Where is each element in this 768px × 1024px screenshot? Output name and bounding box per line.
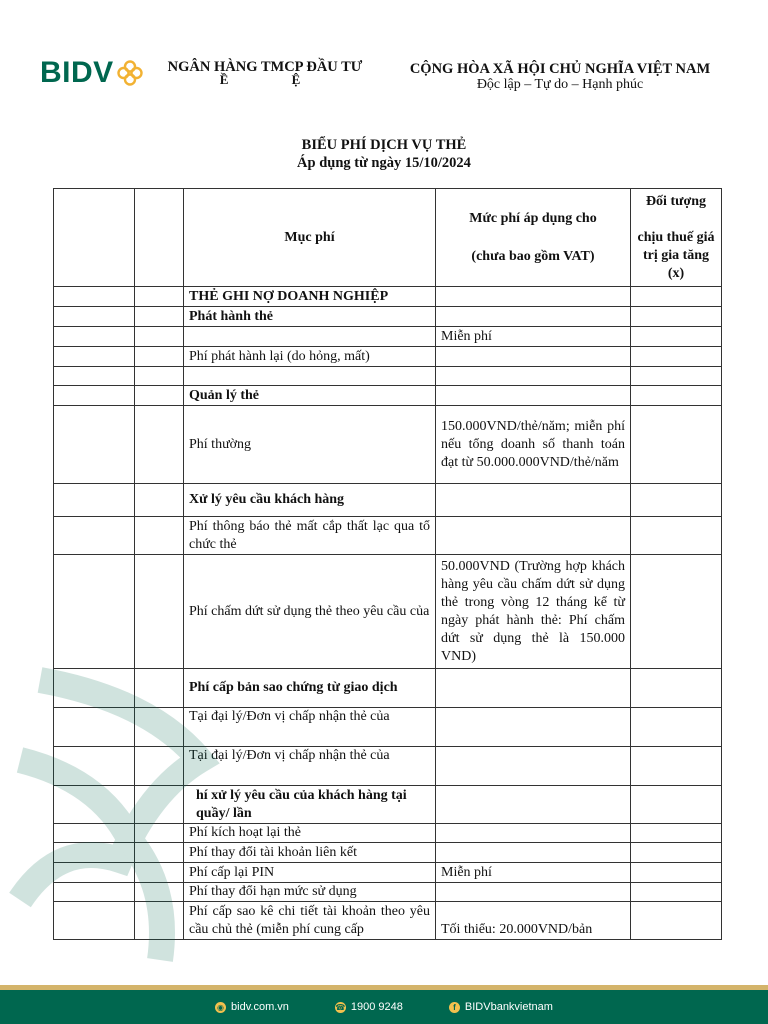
fee-cell: 150.000VND/thẻ/năm; miễn phí nếu tổng doanh số thanh toán đạt từ 50.000.000VND/thẻ/năm [436,406,631,484]
nation-title: CỘNG HÒA XÃ HỘI CHỦ NGHĨA VIỆT NAM [409,61,711,77]
item-cell: Tại đại lý/Đơn vị chấp nhận thẻ của [184,708,436,747]
table-row [54,883,722,902]
bidv-flower-icon [116,59,144,87]
bank-name [160,60,370,85]
fee-cell: 50.000VND (Trường hợp khách hàng yêu cầu chấm dứt sử dụng thẻ trong vòng 12 tháng kể từ ngày phát hành thẻ: Phí chấm dứt sử dụng thẻ là 150.000 VND) [436,555,631,669]
item-cell: Phí phát hành lại (do hỏng, mất) [184,347,436,367]
document-effective-date: Áp dụng từ ngày 15/10/2024 [297,155,471,171]
table-row [54,307,722,327]
item-cell: Phí thông báo thẻ mất cắp thất lạc qua tổ chức thẻ [184,517,436,555]
footer-facebook-text: BIDVbankvietnam [464,1001,553,1013]
item-cell: Phí cấp bản sao chứng từ giao dịch [184,669,436,708]
table-row [54,484,722,517]
header-vat-line2: chịu thuế giá trị gia tăng (x) [637,229,715,281]
header-vat [631,189,722,287]
item-cell: Phí thay đổi tài khoản liên kết [184,843,436,863]
fee-table [53,188,722,940]
item-cell: THẺ GHI NỢ DOANH NGHIỆP [184,287,436,307]
item-cell: Phí kích hoạt lại thẻ [184,824,436,843]
item-cell: Phí cấp lại PIN [184,863,436,883]
table-row [54,517,722,555]
globe-icon: ◉ [215,1002,226,1013]
table-header-row [54,189,722,287]
table-row [54,824,722,843]
table-row [54,287,722,307]
item-cell: Phí thường [184,406,436,484]
header-fee-line2: (chưa bao gồm VAT) [471,248,595,264]
item-cell: Tại đại lý/Đơn vị chấp nhận thẻ của [184,747,436,786]
table-row [54,863,722,883]
item-cell: Xử lý yêu cầu khách hàng [184,484,436,517]
phone-icon: ☎ [335,1002,346,1012]
item-cell: Phát hành thẻ [184,307,436,327]
footer-website[interactable] [215,1001,289,1013]
bidv-logo [40,58,144,88]
table-row [54,406,722,484]
table-row [54,708,722,747]
table-row [54,555,722,669]
header-item: Mục phí [184,189,436,287]
fee-cell: Tối thiểu: 20.000VND/bản [436,902,631,940]
table-row [54,386,722,406]
table-row [54,669,722,708]
fee-cell: Miễn phí [436,863,631,883]
bank-name-line1: NGÂN HÀNG TMCP ĐẦU TƯ [167,59,363,75]
bank-name-line2: Ề Ệ [219,72,331,87]
footer-website-text: bidv.com.vn [231,1001,289,1013]
item-cell: Phí chấm dứt sử dụng thẻ theo yêu cầu của [184,555,436,669]
nation-motto: Độc lập – Tự do – Hạnh phúc [476,77,644,92]
item-cell: Quản lý thẻ [184,386,436,406]
document-title: BIỂU PHÍ DỊCH VỤ THẺ [301,137,467,153]
table-row [54,747,722,786]
table-row [54,786,722,824]
footer-hotline-text: 1900 9248 [350,1001,403,1013]
table-row [54,347,722,367]
table-row [54,902,722,940]
logo-text: BIDV [40,56,114,89]
table-row [54,843,722,863]
facebook-icon: f [449,1002,460,1013]
item-cell [184,327,436,347]
item-cell: hí xử lý yêu cầu của khách hàng tại quầy/ lần [184,786,436,824]
footer-facebook[interactable] [449,1001,553,1013]
fee-cell: Miễn phí [436,327,631,347]
header-fee [436,189,631,287]
table-row [54,327,722,347]
header-vat-line1: Đối tượng [645,193,707,209]
header-fee-line1: Mức phí áp dụng cho [469,210,597,226]
footer-hotline[interactable] [335,1001,403,1013]
item-cell: Phí cấp sao kê chi tiết tài khoản theo yêu cầu chủ thẻ (miễn phí cung cấp [184,902,436,940]
national-header [385,61,735,93]
footer-bar [0,985,768,1024]
item-cell: Phí thay đổi hạn mức sử dụng [184,883,436,902]
table-row [54,367,722,386]
